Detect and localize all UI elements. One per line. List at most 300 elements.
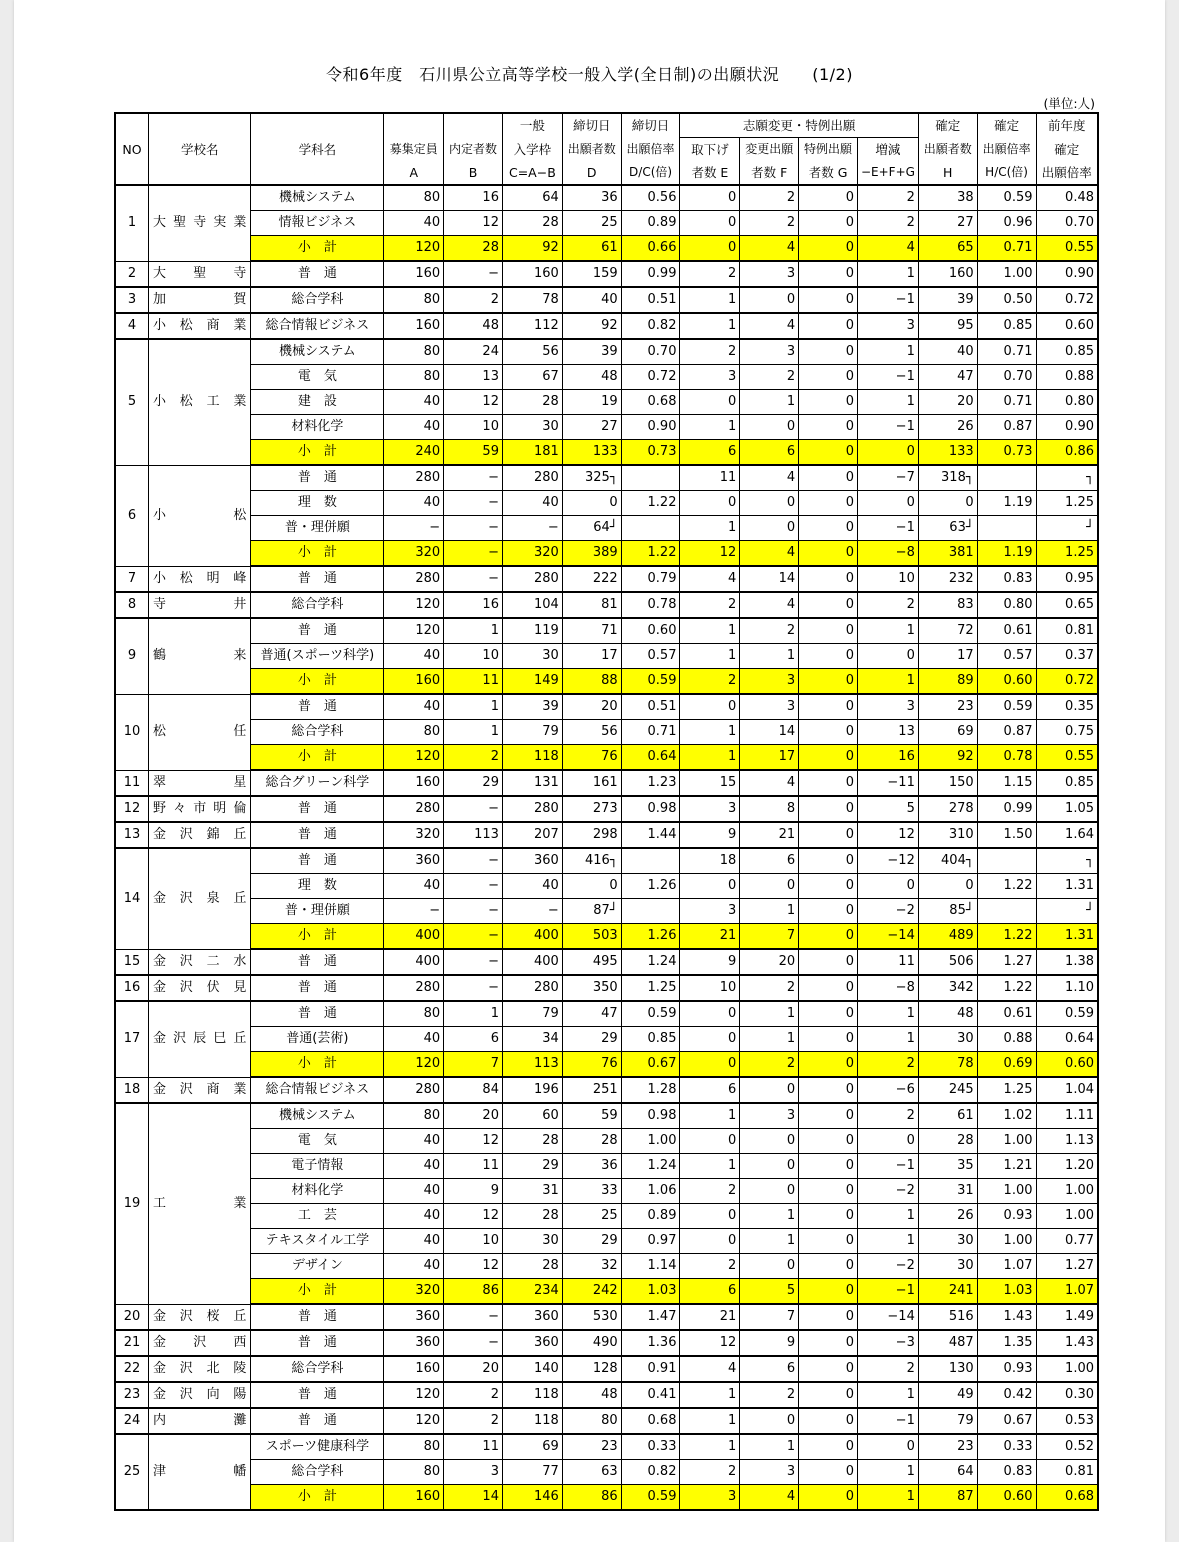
deadline-applicants-cell: 76 xyxy=(562,745,621,771)
quota-cell: 280 xyxy=(384,465,444,491)
prev-year-ratio-cell: 0.86 xyxy=(1036,440,1098,466)
final-ratio-cell: 0.71 xyxy=(977,390,1036,415)
deadline-applicants-cell: 39 xyxy=(562,339,621,365)
general-quota-cell: 280 xyxy=(502,566,562,592)
withdrawn-cell: 11 xyxy=(680,465,740,491)
subtotal-row xyxy=(115,541,1098,567)
special-cell: 0 xyxy=(799,669,858,695)
general-quota-cell: 69 xyxy=(502,1434,562,1460)
withdrawn-cell: 2 xyxy=(680,1460,740,1485)
change-net-cell: 0 xyxy=(857,874,918,899)
table-row xyxy=(115,694,1098,720)
final-ratio-cell xyxy=(977,848,1036,874)
withdrawn-cell: 0 xyxy=(680,1027,740,1052)
table-row xyxy=(115,491,1098,516)
final-applicants-cell: 318┐ xyxy=(918,465,977,491)
changed-in-cell: 4 xyxy=(740,770,799,796)
final-ratio-cell: 1.19 xyxy=(977,541,1036,567)
final-ratio-cell: 0.87 xyxy=(977,415,1036,440)
department-name: 普 通 xyxy=(251,618,384,644)
general-quota-cell: 119 xyxy=(502,618,562,644)
prev-year-ratio-cell: ┘ xyxy=(1036,516,1098,541)
deadline-applicants-cell: 92 xyxy=(562,313,621,339)
general-quota-cell: 28 xyxy=(502,1254,562,1279)
final-applicants-cell: 160 xyxy=(918,261,977,287)
deadline-applicants-cell: 416┐ xyxy=(562,848,621,874)
header-cell: 締切日 xyxy=(562,113,621,138)
quota-cell: 160 xyxy=(384,261,444,287)
special-cell: 0 xyxy=(799,1304,858,1330)
final-ratio-cell: 1.50 xyxy=(977,822,1036,848)
deadline-ratio-cell: 1.00 xyxy=(621,1129,680,1154)
quota-cell: 80 xyxy=(384,1434,444,1460)
change-net-cell: 13 xyxy=(857,720,918,745)
department-name: 機械システム xyxy=(251,185,384,211)
quota-cell: 280 xyxy=(384,1077,444,1103)
general-quota-cell: 79 xyxy=(502,720,562,745)
changed-in-cell: 0 xyxy=(740,1408,799,1434)
deadline-ratio-cell: 0.78 xyxy=(621,592,680,618)
quota-cell: 120 xyxy=(384,592,444,618)
deadline-ratio-cell: 0.89 xyxy=(621,211,680,236)
general-quota-cell: 400 xyxy=(502,924,562,950)
withdrawn-cell: 12 xyxy=(680,1330,740,1356)
changed-in-cell: 7 xyxy=(740,1304,799,1330)
quota-cell: 320 xyxy=(384,822,444,848)
changed-in-cell: 0 xyxy=(740,1254,799,1279)
department-name: 普通(スポーツ科学) xyxy=(251,644,384,669)
department-name: 普 通 xyxy=(251,822,384,848)
deadline-ratio-cell: 1.36 xyxy=(621,1330,680,1356)
final-ratio-cell: 1.22 xyxy=(977,924,1036,950)
preadmitted-cell: 13 xyxy=(444,365,503,390)
final-ratio-cell: 0.71 xyxy=(977,339,1036,365)
final-applicants-cell: 69 xyxy=(918,720,977,745)
final-ratio-cell: 0.87 xyxy=(977,720,1036,745)
deadline-applicants-cell: 490 xyxy=(562,1330,621,1356)
changed-in-cell: 3 xyxy=(740,1460,799,1485)
changed-in-cell: 1 xyxy=(740,1204,799,1229)
final-applicants-cell: 92 xyxy=(918,745,977,771)
department-name: 小 計 xyxy=(251,1485,384,1511)
deadline-applicants-cell: 48 xyxy=(562,1382,621,1408)
school-number: 20 xyxy=(115,1304,148,1330)
preadmitted-cell: 14 xyxy=(444,1485,503,1511)
withdrawn-cell: 18 xyxy=(680,848,740,874)
quota-cell: 120 xyxy=(384,1408,444,1434)
final-ratio-cell: 0.61 xyxy=(977,618,1036,644)
table-row xyxy=(115,516,1098,541)
final-applicants-cell: 27 xyxy=(918,211,977,236)
general-quota-cell: 28 xyxy=(502,211,562,236)
prev-year-ratio-cell: 0.55 xyxy=(1036,745,1098,771)
prev-year-ratio-cell: 1.27 xyxy=(1036,1254,1098,1279)
withdrawn-cell: 0 xyxy=(680,491,740,516)
deadline-ratio-cell: 0.68 xyxy=(621,1408,680,1434)
final-applicants-cell: 35 xyxy=(918,1154,977,1179)
deadline-ratio-cell: 0.82 xyxy=(621,1460,680,1485)
deadline-applicants-cell: 64┘ xyxy=(562,516,621,541)
special-cell: 0 xyxy=(799,874,858,899)
table-row xyxy=(115,618,1098,644)
deadline-ratio-cell: 0.33 xyxy=(621,1434,680,1460)
school-number: 10 xyxy=(115,694,148,770)
deadline-ratio-cell: 0.64 xyxy=(621,745,680,771)
change-net-cell: −11 xyxy=(857,770,918,796)
special-cell: 0 xyxy=(799,1027,858,1052)
preadmitted-cell: 10 xyxy=(444,415,503,440)
changed-in-cell: 6 xyxy=(740,1356,799,1382)
prev-year-ratio-cell: 1.49 xyxy=(1036,1304,1098,1330)
final-applicants-cell: 30 xyxy=(918,1254,977,1279)
prev-year-ratio-cell: 1.38 xyxy=(1036,949,1098,975)
prev-year-ratio-cell: 1.07 xyxy=(1036,1279,1098,1305)
preadmitted-cell: 9 xyxy=(444,1179,503,1204)
prev-year-ratio-cell: 0.59 xyxy=(1036,1001,1098,1027)
special-cell: 0 xyxy=(799,261,858,287)
change-net-cell: 1 xyxy=(857,1027,918,1052)
department-name: 小 計 xyxy=(251,440,384,466)
special-cell: 0 xyxy=(799,745,858,771)
changed-in-cell: 1 xyxy=(740,1001,799,1027)
preadmitted-cell: − xyxy=(444,516,503,541)
change-net-cell: 2 xyxy=(857,185,918,211)
final-applicants-cell: 30 xyxy=(918,1027,977,1052)
preadmitted-cell: 11 xyxy=(444,669,503,695)
school-number: 11 xyxy=(115,770,148,796)
final-applicants-cell: 83 xyxy=(918,592,977,618)
preadmitted-cell: 86 xyxy=(444,1279,503,1305)
prev-year-ratio-cell: ┘ xyxy=(1036,899,1098,924)
preadmitted-cell: 2 xyxy=(444,745,503,771)
change-net-cell: −1 xyxy=(857,516,918,541)
table-row xyxy=(115,1330,1098,1356)
deadline-ratio-cell: 0.41 xyxy=(621,1382,680,1408)
deadline-ratio-cell: 0.60 xyxy=(621,618,680,644)
table-row xyxy=(115,1434,1098,1460)
changed-in-cell: 4 xyxy=(740,541,799,567)
quota-cell: 40 xyxy=(384,1027,444,1052)
header-cell: 募集定員 xyxy=(384,138,444,162)
final-ratio-cell: 1.19 xyxy=(977,491,1036,516)
change-net-cell: −1 xyxy=(857,287,918,313)
withdrawn-cell: 2 xyxy=(680,669,740,695)
quota-cell: 320 xyxy=(384,1279,444,1305)
school-number: 2 xyxy=(115,261,148,287)
prev-year-ratio-cell: 1.04 xyxy=(1036,1077,1098,1103)
preadmitted-cell: − xyxy=(444,949,503,975)
deadline-applicants-cell: 325┐ xyxy=(562,465,621,491)
deadline-ratio-cell: 1.25 xyxy=(621,975,680,1001)
table-header xyxy=(115,113,1098,185)
table-row xyxy=(115,796,1098,822)
quota-cell: 80 xyxy=(384,185,444,211)
general-quota-cell: 40 xyxy=(502,491,562,516)
header-cell: 出願倍率 xyxy=(1036,161,1098,185)
prev-year-ratio-cell: 0.85 xyxy=(1036,770,1098,796)
special-cell: 0 xyxy=(799,1330,858,1356)
general-quota-cell: 234 xyxy=(502,1279,562,1305)
general-quota-cell: 28 xyxy=(502,1204,562,1229)
deadline-applicants-cell: 29 xyxy=(562,1027,621,1052)
final-ratio-cell: 0.83 xyxy=(977,566,1036,592)
deadline-applicants-cell: 87┘ xyxy=(562,899,621,924)
preadmitted-cell: 2 xyxy=(444,1408,503,1434)
quota-cell: 160 xyxy=(384,313,444,339)
quota-cell: 80 xyxy=(384,1001,444,1027)
application-status-table xyxy=(114,112,1099,1511)
general-quota-cell: 79 xyxy=(502,1001,562,1027)
change-net-cell: −1 xyxy=(857,1408,918,1434)
preadmitted-cell: − xyxy=(444,1304,503,1330)
school-name: 野々市明倫 xyxy=(148,796,250,822)
department-name: 小 計 xyxy=(251,236,384,262)
general-quota-cell: 360 xyxy=(502,848,562,874)
special-cell: 0 xyxy=(799,899,858,924)
header-cell: 前年度 xyxy=(1036,113,1098,138)
header-cell: 確定 xyxy=(1036,138,1098,162)
school-number: 14 xyxy=(115,848,148,949)
prev-year-ratio-cell: 0.53 xyxy=(1036,1408,1098,1434)
final-ratio-cell: 0.80 xyxy=(977,592,1036,618)
header-cell: H/C(倍) xyxy=(977,161,1036,185)
table-row xyxy=(115,975,1098,1001)
special-cell: 0 xyxy=(799,770,858,796)
final-ratio-cell: 1.43 xyxy=(977,1304,1036,1330)
school-name: 金沢二水 xyxy=(148,949,250,975)
table-row xyxy=(115,390,1098,415)
department-name: 総合学科 xyxy=(251,592,384,618)
table-row xyxy=(115,1229,1098,1254)
changed-in-cell: 7 xyxy=(740,924,799,950)
department-name: 材料化学 xyxy=(251,415,384,440)
deadline-ratio-cell xyxy=(621,516,680,541)
school-name: 内灘 xyxy=(148,1408,250,1434)
change-net-cell: −2 xyxy=(857,1179,918,1204)
withdrawn-cell: 2 xyxy=(680,261,740,287)
special-cell: 0 xyxy=(799,1460,858,1485)
changed-in-cell: 1 xyxy=(740,899,799,924)
deadline-ratio-cell: 0.66 xyxy=(621,236,680,262)
change-net-cell: 3 xyxy=(857,313,918,339)
school-name: 工業 xyxy=(148,1103,250,1304)
general-quota-cell: 30 xyxy=(502,415,562,440)
school-number: 17 xyxy=(115,1001,148,1077)
final-ratio-cell: 0.60 xyxy=(977,669,1036,695)
department-name: 総合グリーン科学 xyxy=(251,770,384,796)
deadline-applicants-cell: 503 xyxy=(562,924,621,950)
preadmitted-cell: 29 xyxy=(444,770,503,796)
preadmitted-cell: 1 xyxy=(444,720,503,745)
header-cell: 出願倍率 xyxy=(621,138,680,162)
special-cell: 0 xyxy=(799,822,858,848)
deadline-applicants-cell: 29 xyxy=(562,1229,621,1254)
change-net-cell: −14 xyxy=(857,1304,918,1330)
change-net-cell: −12 xyxy=(857,848,918,874)
special-cell: 0 xyxy=(799,592,858,618)
final-applicants-cell: 40 xyxy=(918,339,977,365)
preadmitted-cell: 12 xyxy=(444,1129,503,1154)
deadline-ratio-cell: 0.82 xyxy=(621,313,680,339)
deadline-ratio-cell: 0.98 xyxy=(621,796,680,822)
department-name: 電子情報 xyxy=(251,1154,384,1179)
table-row xyxy=(115,1129,1098,1154)
table-row xyxy=(115,592,1098,618)
general-quota-cell: 34 xyxy=(502,1027,562,1052)
withdrawn-cell: 1 xyxy=(680,745,740,771)
final-applicants-cell: 23 xyxy=(918,1434,977,1460)
deadline-ratio-cell: 1.28 xyxy=(621,1077,680,1103)
general-quota-cell: 28 xyxy=(502,390,562,415)
deadline-applicants-cell: 530 xyxy=(562,1304,621,1330)
preadmitted-cell: 1 xyxy=(444,694,503,720)
withdrawn-cell: 0 xyxy=(680,236,740,262)
special-cell: 0 xyxy=(799,566,858,592)
withdrawn-cell: 9 xyxy=(680,949,740,975)
deadline-applicants-cell: 32 xyxy=(562,1254,621,1279)
final-applicants-cell: 65 xyxy=(918,236,977,262)
quota-cell: 360 xyxy=(384,1304,444,1330)
school-name: 金沢桜丘 xyxy=(148,1304,250,1330)
deadline-ratio-cell xyxy=(621,899,680,924)
change-net-cell: 2 xyxy=(857,1052,918,1078)
preadmitted-cell: 20 xyxy=(444,1356,503,1382)
special-cell: 0 xyxy=(799,1052,858,1078)
unit-label: (単位:人) xyxy=(1043,96,1095,111)
header-cell: 入学枠 xyxy=(502,138,562,162)
deadline-applicants-cell: 242 xyxy=(562,1279,621,1305)
special-cell: 0 xyxy=(799,1382,858,1408)
department-name: 小 計 xyxy=(251,745,384,771)
change-net-cell: −8 xyxy=(857,541,918,567)
general-quota-cell: 360 xyxy=(502,1330,562,1356)
preadmitted-cell: 2 xyxy=(444,287,503,313)
deadline-applicants-cell: 36 xyxy=(562,1154,621,1179)
header-cell: 出願者数 xyxy=(918,138,977,162)
department-name: 普 通 xyxy=(251,1408,384,1434)
withdrawn-cell: 1 xyxy=(680,618,740,644)
prev-year-ratio-cell: 1.00 xyxy=(1036,1204,1098,1229)
general-quota-cell: 280 xyxy=(502,465,562,491)
general-quota-cell: 146 xyxy=(502,1485,562,1511)
school-name: 松任 xyxy=(148,694,250,770)
withdrawn-cell: 6 xyxy=(680,440,740,466)
department-name: 理 数 xyxy=(251,874,384,899)
final-ratio-cell: 1.27 xyxy=(977,949,1036,975)
department-name: 情報ビジネス xyxy=(251,211,384,236)
header-cell: 特例出願 xyxy=(799,138,858,162)
deadline-applicants-cell: 88 xyxy=(562,669,621,695)
final-ratio-cell: 0.78 xyxy=(977,745,1036,771)
withdrawn-cell: 0 xyxy=(680,390,740,415)
withdrawn-cell: 2 xyxy=(680,1179,740,1204)
deadline-applicants-cell: 19 xyxy=(562,390,621,415)
school-number: 6 xyxy=(115,465,148,566)
changed-in-cell: 9 xyxy=(740,1330,799,1356)
special-cell: 0 xyxy=(799,720,858,745)
department-name: 機械システム xyxy=(251,1103,384,1129)
deadline-ratio-cell: 0.89 xyxy=(621,1204,680,1229)
withdrawn-cell: 3 xyxy=(680,1485,740,1511)
prev-year-ratio-cell: 0.35 xyxy=(1036,694,1098,720)
school-number: 16 xyxy=(115,975,148,1001)
department-name: 理 数 xyxy=(251,491,384,516)
header-cell: 一般 xyxy=(502,113,562,138)
preadmitted-cell: 48 xyxy=(444,313,503,339)
department-name: 普 通 xyxy=(251,261,384,287)
withdrawn-cell: 1 xyxy=(680,1103,740,1129)
prev-year-ratio-cell: 0.70 xyxy=(1036,211,1098,236)
prev-year-ratio-cell: 0.72 xyxy=(1036,287,1098,313)
table-row xyxy=(115,1408,1098,1434)
table-row xyxy=(115,1103,1098,1129)
header-cell: 学校名 xyxy=(148,138,250,162)
changed-in-cell: 4 xyxy=(740,592,799,618)
department-name: 小 計 xyxy=(251,924,384,950)
preadmitted-cell: 12 xyxy=(444,390,503,415)
prev-year-ratio-cell: 0.95 xyxy=(1036,566,1098,592)
changed-in-cell: 5 xyxy=(740,1279,799,1305)
final-ratio-cell: 1.00 xyxy=(977,1129,1036,1154)
deadline-applicants-cell: 81 xyxy=(562,592,621,618)
header-cell: H xyxy=(918,161,977,185)
quota-cell: 120 xyxy=(384,745,444,771)
changed-in-cell: 1 xyxy=(740,1434,799,1460)
final-applicants-cell: 245 xyxy=(918,1077,977,1103)
deadline-applicants-cell: 61 xyxy=(562,236,621,262)
change-net-cell: 2 xyxy=(857,1103,918,1129)
deadline-ratio-cell: 0.67 xyxy=(621,1052,680,1078)
table-row xyxy=(115,1154,1098,1179)
withdrawn-cell: 0 xyxy=(680,211,740,236)
department-name: スポーツ健康科学 xyxy=(251,1434,384,1460)
final-ratio-cell: 1.21 xyxy=(977,1154,1036,1179)
department-name: 普 通 xyxy=(251,796,384,822)
change-net-cell: −2 xyxy=(857,899,918,924)
final-ratio-cell xyxy=(977,899,1036,924)
header-cell: 出願者数 xyxy=(562,138,621,162)
quota-cell: 280 xyxy=(384,975,444,1001)
final-applicants-cell: 20 xyxy=(918,390,977,415)
header-cell: A xyxy=(384,161,444,185)
final-applicants-cell: 506 xyxy=(918,949,977,975)
preadmitted-cell: 16 xyxy=(444,592,503,618)
preadmitted-cell: − xyxy=(444,1330,503,1356)
prev-year-ratio-cell: 0.81 xyxy=(1036,1460,1098,1485)
special-cell: 0 xyxy=(799,1356,858,1382)
table-row xyxy=(115,848,1098,874)
final-ratio-cell: 1.22 xyxy=(977,975,1036,1001)
school-number: 7 xyxy=(115,566,148,592)
changed-in-cell: 2 xyxy=(740,975,799,1001)
deadline-applicants-cell: 63 xyxy=(562,1460,621,1485)
school-name: 金沢伏見 xyxy=(148,975,250,1001)
special-cell: 0 xyxy=(799,339,858,365)
final-applicants-cell: 78 xyxy=(918,1052,977,1078)
header-cell: 者数 G xyxy=(799,161,858,185)
special-cell: 0 xyxy=(799,1204,858,1229)
change-net-cell: 12 xyxy=(857,822,918,848)
change-net-cell: 0 xyxy=(857,440,918,466)
change-net-cell: −1 xyxy=(857,365,918,390)
special-cell: 0 xyxy=(799,211,858,236)
special-cell: 0 xyxy=(799,287,858,313)
school-name: 小松商業 xyxy=(148,313,250,339)
change-net-cell: 3 xyxy=(857,694,918,720)
preadmitted-cell: 28 xyxy=(444,236,503,262)
changed-in-cell: 0 xyxy=(740,415,799,440)
subtotal-row xyxy=(115,1279,1098,1305)
